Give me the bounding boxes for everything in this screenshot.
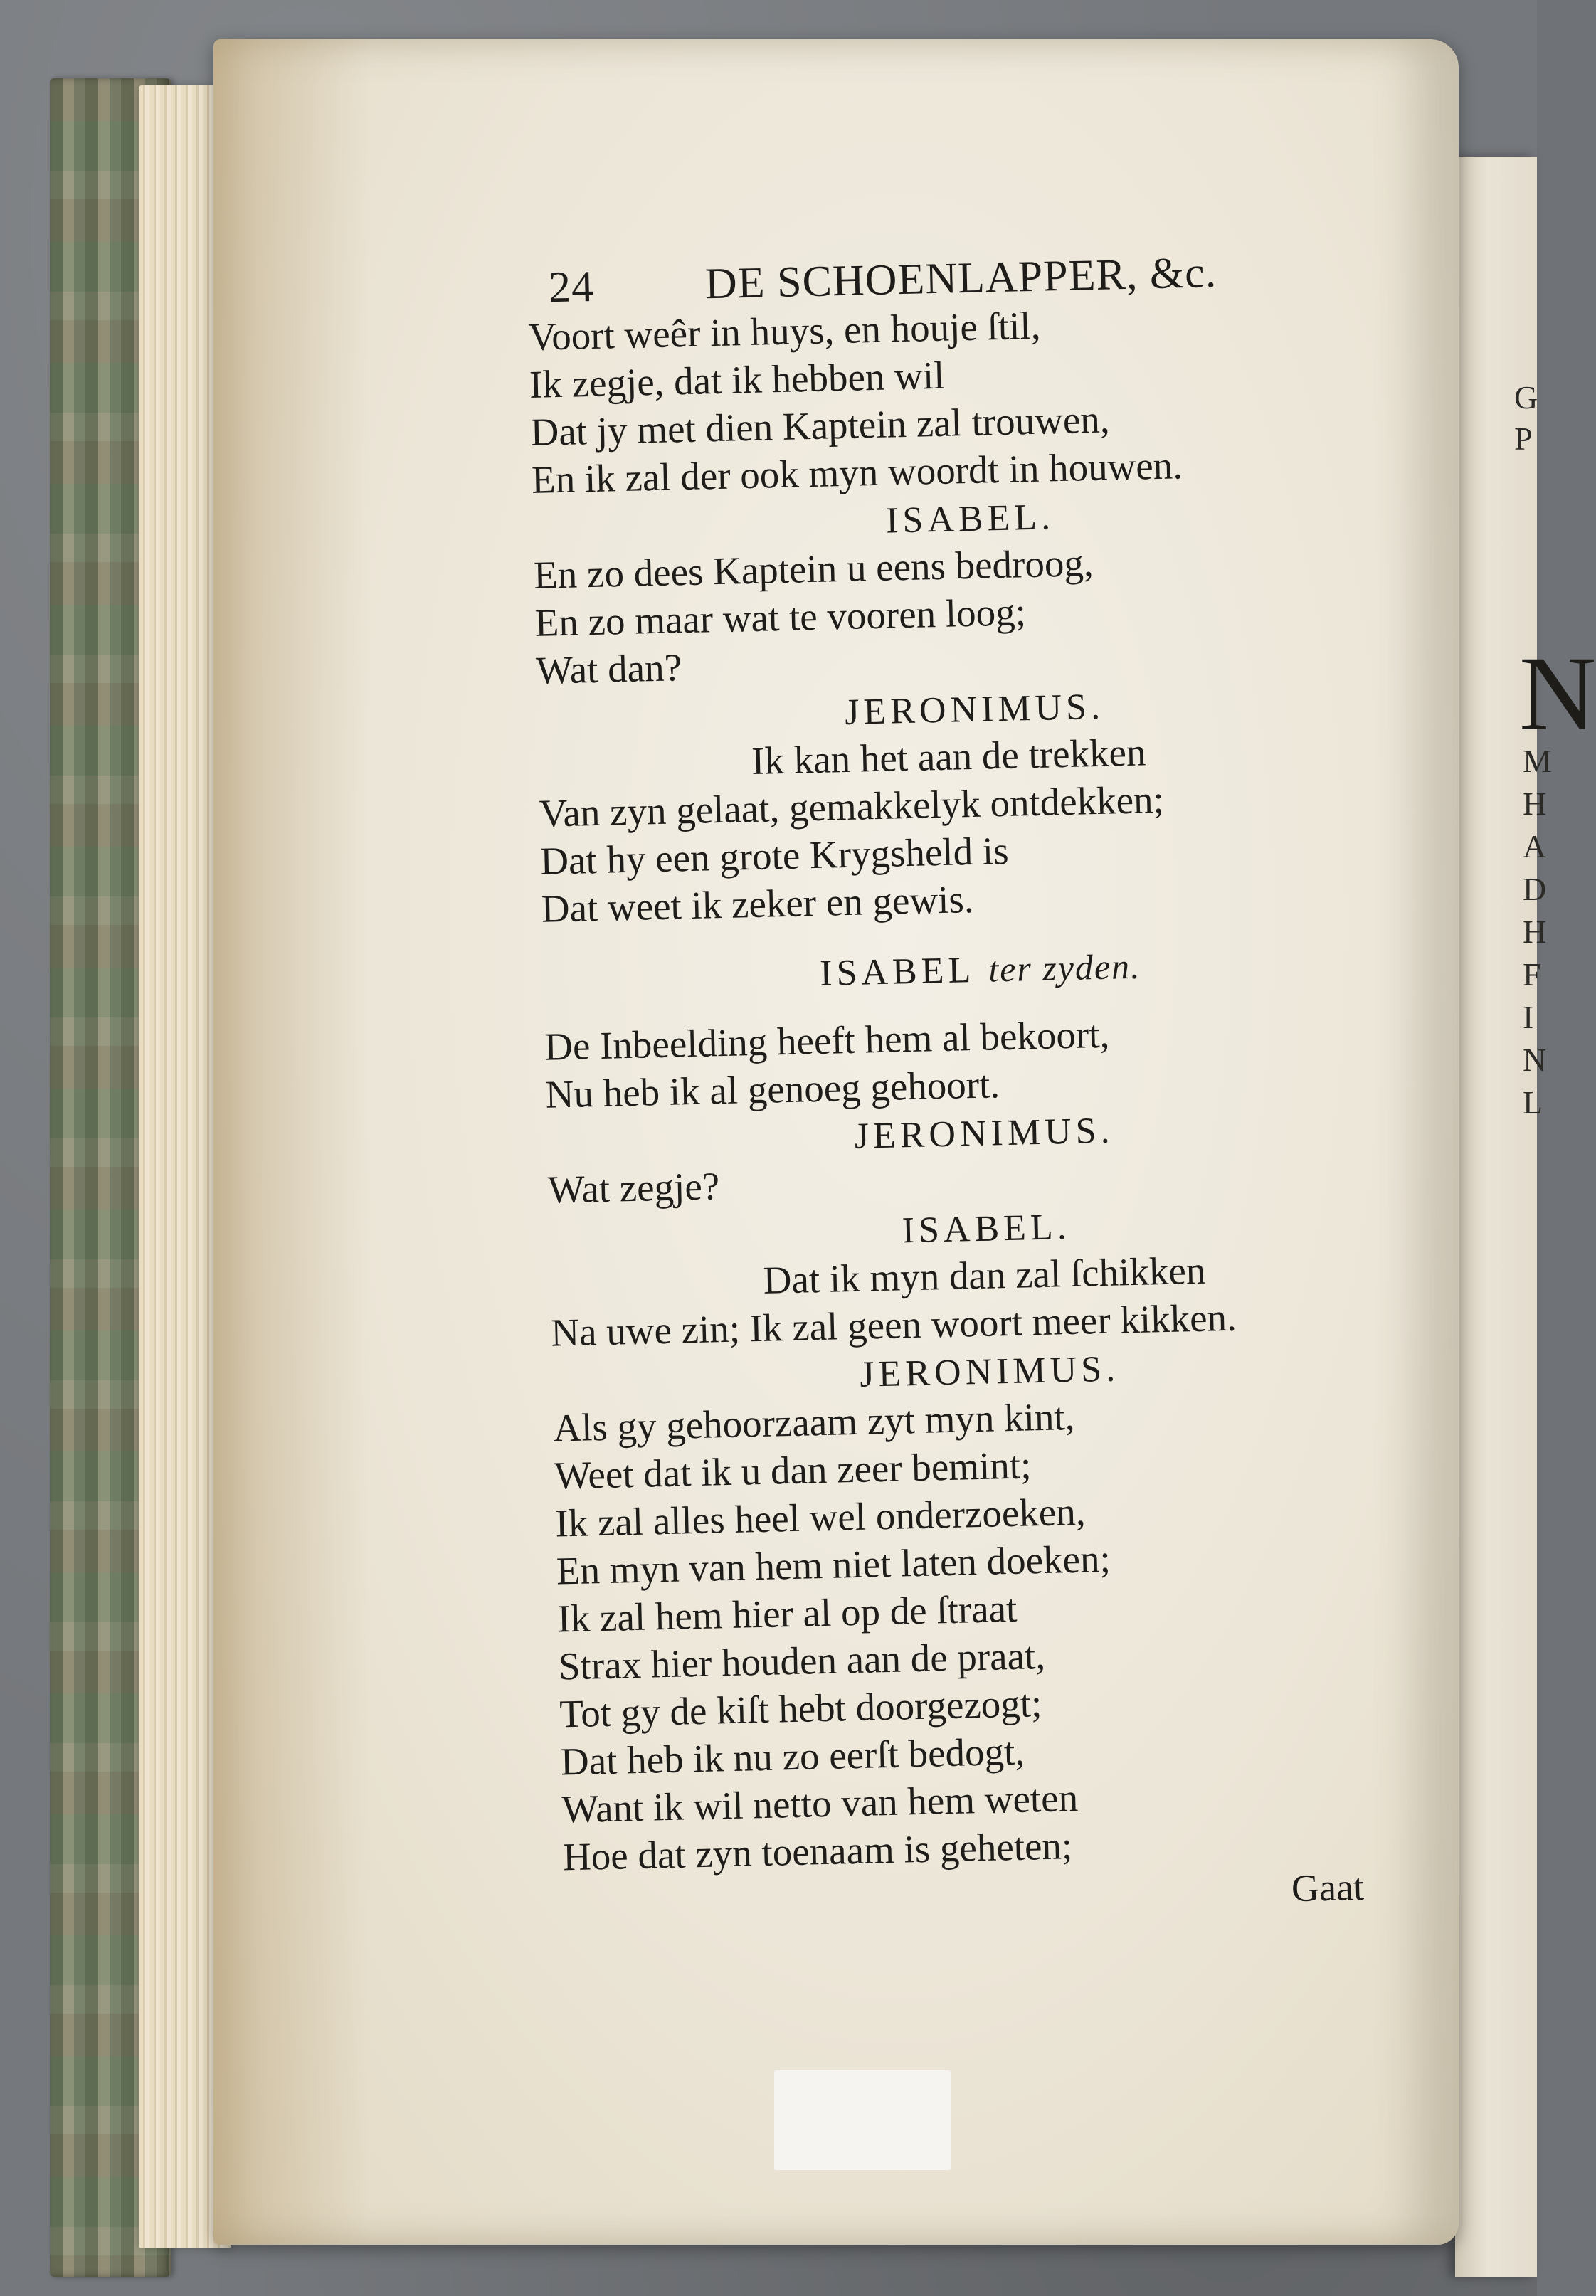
verse-line: Ik zal hem hier al op de ſtraat <box>556 1586 1018 1641</box>
verse-line: Dat jy met dien Kaptein zal trouwen, <box>529 397 1111 454</box>
verse-line: Wat dan? <box>535 645 682 692</box>
verse-line: Dat heb ik nu zo eerſt bedogt, <box>560 1729 1025 1784</box>
verse-line: En ik zal der ook myn woordt in houwen. <box>531 443 1183 502</box>
verse-line: Weet dat ik u dan zeer bemint; <box>554 1443 1032 1498</box>
verse-line: Strax hier houden aan de praat, <box>558 1633 1046 1688</box>
verse-line: Na uwe zin; Ik zal geen woort meer kikken. <box>550 1295 1237 1355</box>
facing-page <box>1455 157 1596 2277</box>
catchword: Gaat <box>1291 1865 1365 1910</box>
verse-line: Hoe dat zyn toenaam is geheten; <box>562 1824 1073 1879</box>
running-title: DE SCHOENLAPPER, &c. <box>704 248 1217 309</box>
facing-column-fragment: A <box>1523 828 1547 864</box>
verse-line: En zo maar wat te vooren loog; <box>534 590 1027 645</box>
facing-column-fragment: H <box>1523 914 1547 950</box>
facing-column-fragment: H <box>1523 785 1547 822</box>
speaker-initial: JERONIMUS. <box>854 1110 1115 1157</box>
facing-margin-fragment: P <box>1514 420 1533 457</box>
verse-line: Dat hy een grote Krygsheld is <box>539 828 1010 883</box>
verse-line: Tot gy de kiſt hebt doorgezogt; <box>559 1681 1042 1736</box>
verse-line: Als gy gehoorzaam zyt myn kint, <box>552 1394 1076 1450</box>
verse-lines <box>528 293 1439 1880</box>
facing-column-fragment: L <box>1523 1084 1543 1121</box>
verse-line: Ik zal alles heel wel onderzoeken, <box>554 1489 1087 1545</box>
redaction-patch <box>774 2070 951 2170</box>
speaker-initial: ISABEL. <box>902 1207 1072 1252</box>
facing-margin-fragment: G <box>1514 379 1538 416</box>
verse-line: Dat weet ik zeker en gewis. <box>541 877 975 931</box>
stage-direction: ter zyden. <box>988 946 1142 990</box>
verse-line: En myn van hem niet laten doeken; <box>556 1536 1111 1593</box>
speaker-name: ISABEL <box>819 949 976 994</box>
page-number: 24 <box>548 262 595 312</box>
verse-line: Nu heb ik al genoeg gehoort. <box>545 1062 1000 1116</box>
facing-column-fragment: M <box>1523 743 1552 779</box>
speaker-with-stage-direction <box>542 934 1418 1002</box>
facing-column-fragment: D <box>1523 871 1547 907</box>
speaker-initial: ISABEL. <box>885 497 1055 541</box>
facing-column-fragment: N <box>1523 1042 1547 1078</box>
verse-line: De Inbeelding heeft hem al bekoort, <box>544 1012 1110 1069</box>
verse-line: Voort weêr in huys, en houje ſtil, <box>527 303 1042 359</box>
facing-column-fragment: I <box>1523 999 1534 1035</box>
facing-page-initial: N <box>1519 635 1596 753</box>
verse-line: Van zyn gelaat, gemakkelyk ontdekken; <box>539 777 1165 835</box>
speaker-initial: JERONIMUS. <box>859 1348 1120 1395</box>
verse-line: Wat zegje? <box>547 1164 720 1212</box>
verse-line: Want ik wil netto van hem weten <box>561 1775 1079 1831</box>
page-gutter-shadow <box>213 39 370 2245</box>
facing-page-margin-text <box>1514 377 1537 460</box>
speaker-initial: JERONIMUS. <box>844 686 1105 734</box>
verse-line: Ik zegje, dat ik hebben wil <box>529 353 946 406</box>
facing-column-fragment: F <box>1523 956 1541 993</box>
facing-page-column-text <box>1523 740 1552 1124</box>
verse-line: Ik kan het aan de trekken <box>751 730 1147 783</box>
verse-line: Dat ik myn dan zal ſchikken <box>763 1248 1206 1302</box>
page-text <box>527 236 1439 1880</box>
verse-line: En zo dees Kaptein u eens bedroog, <box>533 541 1094 597</box>
